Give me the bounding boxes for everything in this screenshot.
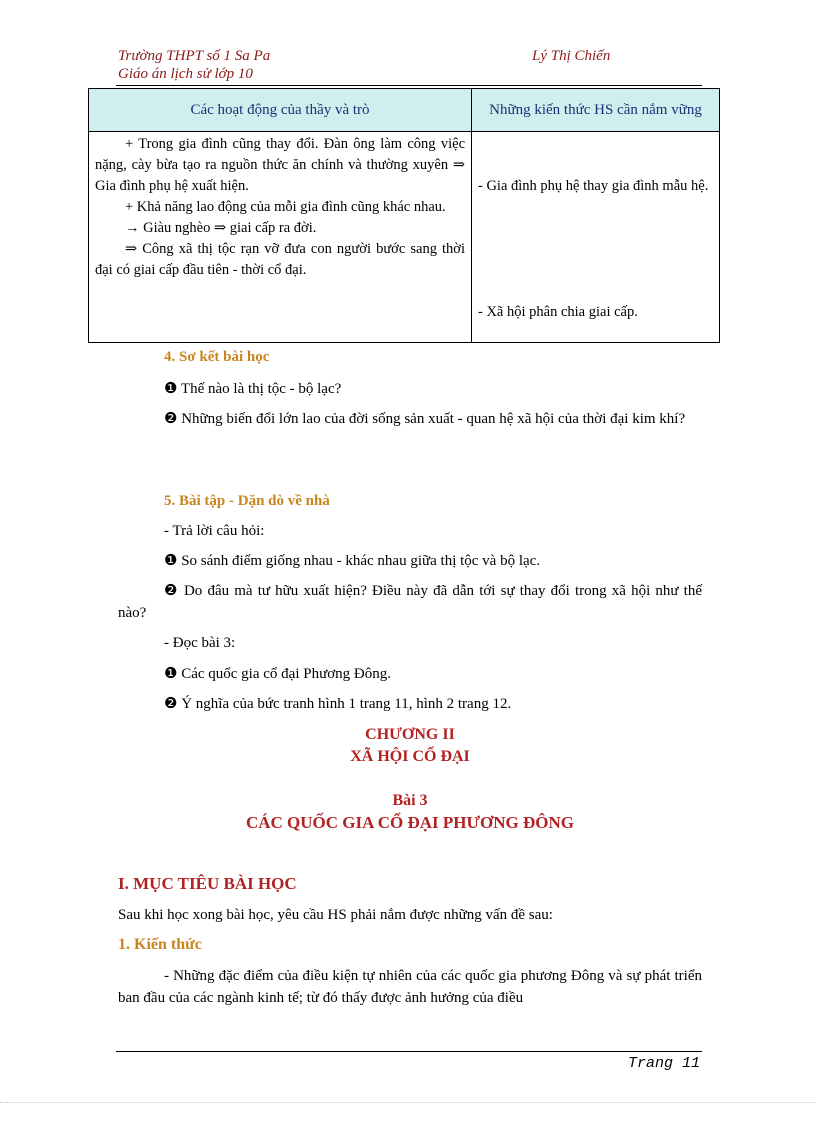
- chapter-title: XÃ HỘI CỔ ĐẠI: [350, 748, 470, 765]
- knowledge-item: - Xã hội phân chia giai cấp.: [478, 304, 638, 320]
- knowledge-paragraph: - Những đặc điểm của điều kiện tự nhiên của các quốc gia phương Đông và sự phát triển ban đầu của các ngành kinh tế; từ đó thấy được ảnh hưởng của điều: [118, 968, 702, 1006]
- table-row: [89, 132, 720, 343]
- page-edge-dotted-line: [0, 1102, 816, 1103]
- header-rule: [116, 85, 702, 86]
- activity-paragraph: ⇒ Công xã thị tộc rạn vỡ đưa con người bước sang thời đại có giai cấp đầu tiên - thời cổ đại.: [95, 241, 465, 278]
- activity-paragraph: → Giàu nghèo ⇒ giai cấp ra đời.: [125, 220, 317, 236]
- chapter-number: CHƯƠNG II: [365, 726, 455, 743]
- knowledge-cell: [472, 132, 720, 343]
- page-number: Trang 11: [627, 1055, 700, 1072]
- table-header-knowledge: Những kiến thức HS cần nắm vững: [472, 89, 720, 132]
- summary-question-1: ❶ Thế nào là thị tộc - bộ lạc?: [164, 381, 342, 397]
- homework-read-label: - Đọc bài 3:: [164, 635, 236, 651]
- activity-paragraph: + Khả năng lao động của mỗi gia đình cũng khác nhau.: [125, 199, 446, 215]
- header-author: Lý Thị Chiến: [532, 48, 611, 64]
- summary-heading: 4. Sơ kết bài học: [164, 349, 270, 365]
- homework-read-1: ❶ Các quốc gia cổ đại Phương Đông.: [164, 666, 391, 682]
- homework-answer-label: - Trả lời câu hỏi:: [164, 523, 265, 539]
- homework-item-1: ❶ So sánh điểm giống nhau - khác nhau giữa thị tộc và bộ lạc.: [164, 553, 541, 569]
- footer-rule: [116, 1051, 702, 1052]
- knowledge-heading: 1. Kiến thức: [118, 936, 202, 953]
- homework-read-2: ❷ Ý nghĩa của bức tranh hình 1 trang 11, hình 2 trang 12.: [164, 696, 512, 712]
- table-header-row: [89, 89, 720, 132]
- header-school: Trường THPT số 1 Sa Pa: [118, 48, 271, 64]
- activities-table: [88, 88, 720, 343]
- homework-item-2: ❷ Do đâu mà tư hữu xuất hiện? Điều này đã dẫn tới sự thay đổi trong xã hội như thế nào?: [118, 583, 702, 621]
- summary-question-2: ❷ Những biến đổi lớn lao của đời sống sản xuất - quan hệ xã hội của thời đại kim khí?: [164, 411, 686, 427]
- header-subtitle: Giáo án lịch sử lớp 10: [118, 66, 253, 82]
- knowledge-item: - Gia đình phụ hệ thay gia đình mẫu hệ.: [478, 178, 709, 194]
- activities-cell: [89, 132, 472, 343]
- lesson-title: CÁC QUỐC GIA CỔ ĐẠI PHƯƠNG ĐÔNG: [245, 813, 575, 832]
- objectives-intro: Sau khi học xong bài học, yêu cầu HS phải nắm được những vấn đề sau:: [118, 907, 553, 923]
- objectives-heading: I. MỤC TIÊU BÀI HỌC: [118, 874, 297, 893]
- lesson-number: Bài 3: [392, 792, 428, 809]
- table-header-activities: Các hoạt động của thầy và trò: [89, 89, 472, 132]
- activity-paragraph: + Trong gia đình cũng thay đổi. Đàn ông làm công việc nặng, cày bừa tạo ra nguồn thức ăn chính và thường xuyên ⇒ Gia đình phụ hệ xuất hiện.: [95, 136, 465, 194]
- homework-heading: 5. Bài tập - Dặn dò về nhà: [164, 493, 330, 509]
